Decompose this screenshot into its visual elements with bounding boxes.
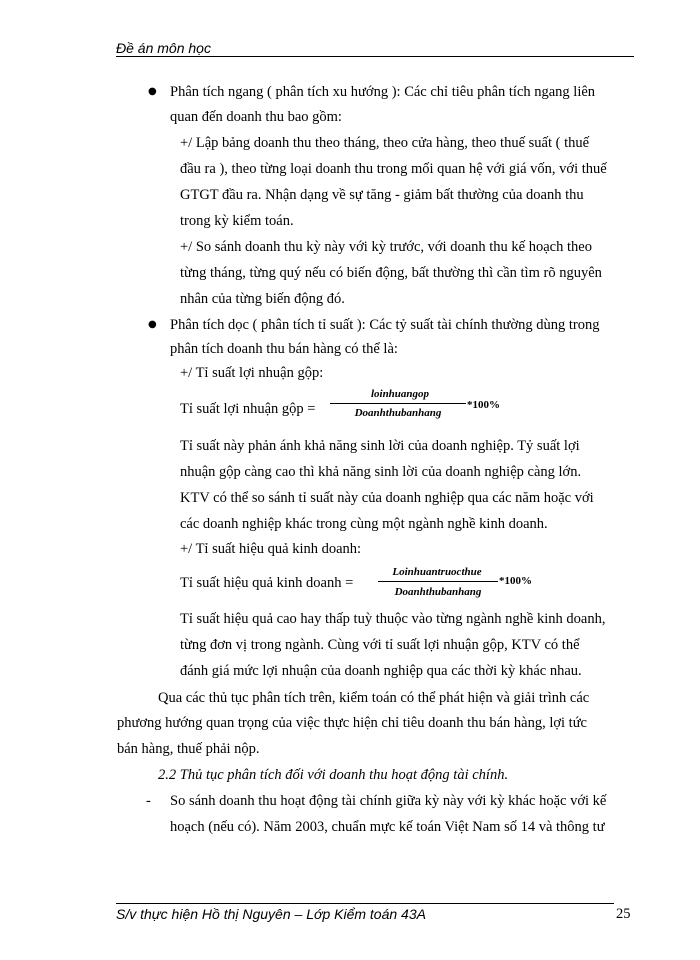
section-heading: 2.2 Thủ tục phân tích đối với doanh thu hoạt động tài chính. [158, 767, 509, 783]
formula-label: Tỉ suất hiệu quả kinh doanh = [180, 575, 354, 591]
text-line: hoạch (nếu có). Năm 2003, chuẩn mực kế toán Việt Nam số 14 và thông tư [170, 819, 605, 835]
text-line: quan đến doanh thu bao gồm: [170, 109, 342, 125]
text-line: Tỉ suất này phản ánh khả năng sinh lời của doanh nghiệp. Tỷ suất lợi [180, 438, 580, 454]
formula-label: Tỉ suất lợi nhuận gộp = [180, 401, 316, 417]
text-line: +/ Tỉ suất hiệu quả kinh doanh: [180, 541, 362, 557]
fraction-bar [378, 581, 498, 582]
text-line: nhân của từng biến động đó. [180, 291, 345, 307]
text-line: từng đơn vị trong ngành. Cùng với tỉ suất lợi nhuận gộp, KTV có thể [180, 637, 580, 653]
formula-denominator: Doanhthubanhang [354, 407, 442, 419]
page-number: 25 [616, 906, 631, 922]
text-line: phương hướng quan trọng của việc thực hiện chỉ tiêu doanh thu bán hàng, lợi tức [117, 715, 587, 731]
text-line: Qua các thủ tục phân tích trên, kiểm toán có thể phát hiện và giải trình các [158, 690, 590, 706]
formula-multiplier: *100% [499, 575, 532, 587]
text-line: +/ Lập bảng doanh thu theo tháng, theo cửa hàng, theo thuế suất ( thuế [180, 135, 590, 151]
text-line: +/ Tỉ suất lợi nhuận gộp: [180, 365, 324, 381]
formula-denominator: Doanhthubanhang [394, 586, 482, 598]
text-line: đầu ra ), theo từng loại doanh thu trong mối quan hệ với giá vốn, với thuế [180, 161, 607, 177]
text-line: So sánh doanh thu hoạt động tài chính giữa kỳ này với kỳ khác hoặc với kế [170, 793, 607, 809]
text-line: Phân tích dọc ( phân tích tỉ suất ): Các tỷ suất tài chính thường dùng trong [170, 317, 600, 333]
text-line: đánh giá mức lợi nhuận của doanh nghiệp qua các thời kỳ khác nhau. [180, 663, 582, 679]
text-line: +/ So sánh doanh thu kỳ này với kỳ trước, với doanh thu kế hoạch theo [180, 239, 592, 255]
fraction-bar [330, 403, 466, 404]
text-line: Phân tích ngang ( phân tích xu hướng ): Các chỉ tiêu phân tích ngang liên [170, 84, 596, 100]
dash-marker: - [146, 793, 151, 809]
bullet-icon: ● [148, 86, 157, 97]
text-line: từng tháng, từng quý nếu có biến động, bất thường thì cần tìm rõ nguyên [180, 265, 602, 281]
page-header: Đề án môn học [116, 40, 211, 56]
text-line: phân tích doanh thu bán hàng có thể là: [170, 341, 398, 357]
text-line: KTV có thể so sánh tỉ suất này của doanh nghiệp qua các năm hoặc với [180, 490, 594, 506]
formula-numerator: loinhuangop [370, 388, 430, 400]
page-footer: S/v thực hiện Hồ thị Nguyên – Lớp Kiểm toán 43A [116, 906, 426, 922]
text-line: các doanh nghiệp khác trong cùng một ngành nghề kinh doanh. [180, 516, 548, 532]
text-line: nhuận gộp càng cao thì khả năng sinh lời của doanh nghiệp càng lớn. [180, 464, 582, 480]
text-line: trong kỳ kiểm toán. [180, 213, 294, 229]
footer-rule [116, 903, 614, 904]
text-line: GTGT đầu ra. Nhận dạng về sự tăng - giảm bất thường của doanh thu [180, 187, 584, 203]
bullet-icon: ● [148, 319, 157, 330]
text-line: Tỉ suất hiệu quả cao hay thấp tuỳ thuộc vào từng ngành nghề kinh doanh, [180, 611, 606, 627]
text-line: bán hàng, thuế phải nộp. [117, 741, 260, 757]
formula-numerator: Loinhuantruocthue [392, 566, 482, 578]
formula-multiplier: *100% [467, 399, 500, 411]
header-rule [116, 56, 634, 57]
